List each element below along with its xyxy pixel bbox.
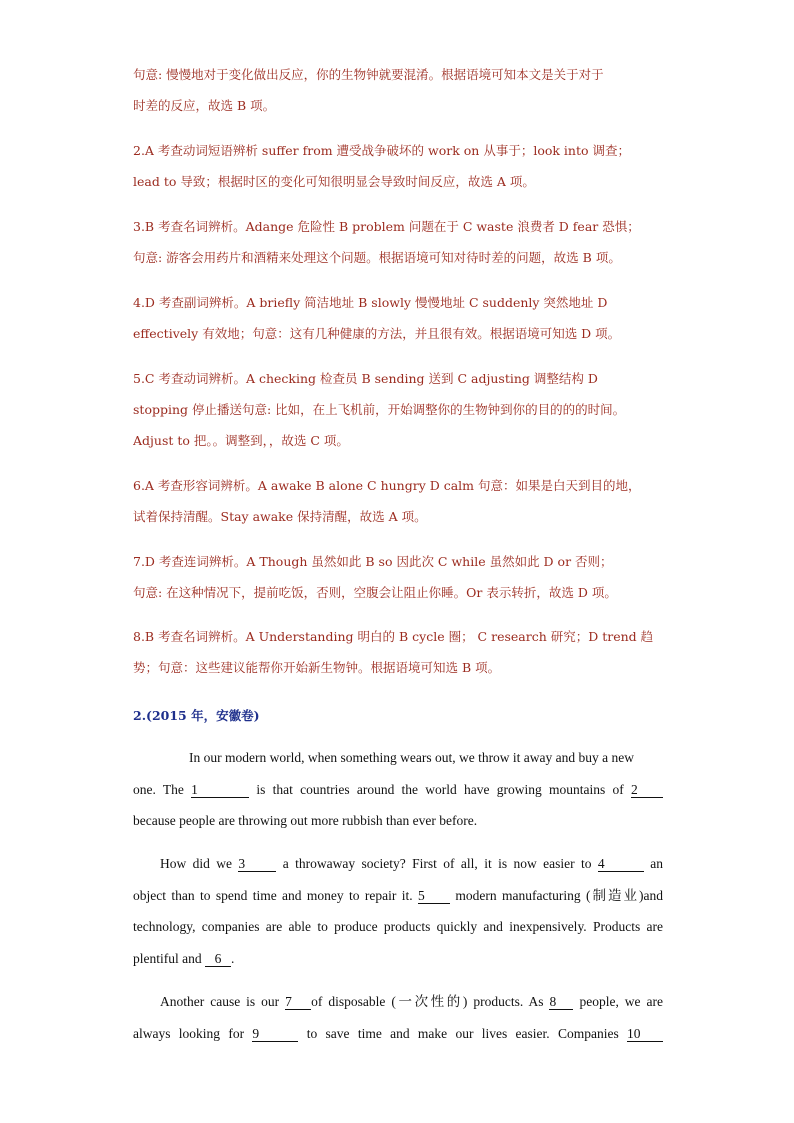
passage-line <box>133 986 663 1018</box>
answer-line: 势；句意：这些建议能帮你开始新生物钟。根据语境可知选 B 项。 <box>133 660 501 675</box>
answer-line: 时差的反应，故选 B 项。 <box>133 98 276 113</box>
answer-3-explanation <box>133 211 673 273</box>
passage-line <box>133 1018 663 1050</box>
blank-9: 9 <box>252 1027 298 1042</box>
passage-text: . <box>230 950 235 966</box>
passage-line <box>133 880 663 912</box>
answer-line: stopping 停止播送句意: 比如，在上飞机前，开始调整你的生物钟到你的目的的的时间。 <box>133 402 626 417</box>
passage-line <box>133 848 663 880</box>
passage-line <box>133 943 663 975</box>
passage-text: is that countries around the world have growing mountains of <box>256 781 624 797</box>
answer-line: Adjust to 把。。调整到，，故选 C 项。 <box>133 433 349 448</box>
answer-line: 句意: 在这种情况下，提前吃饭，否则，空腹会让阻止你睡。Or 表示转折，故选 D 项。 <box>133 585 617 600</box>
blank-3: 3 <box>238 857 276 872</box>
passage-text: Another cause is our <box>160 994 280 1009</box>
answer-line: 4.D 考查副词辨析。A briefly 简洁地址 B slowly 慢慢地址 C suddenly 突然地址 D <box>133 295 608 310</box>
blank-2: 2 <box>631 783 663 798</box>
answer-line: lead to 导致；根据时区的变化可知很明显会导致时间反应，故选 A 项。 <box>133 174 535 189</box>
passage-text: to save time and make our lives easier. Companies <box>306 1025 619 1041</box>
passage-text: always looking for <box>133 1025 245 1041</box>
answer-line: 8.B 考查名词辨析。A Understanding 明白的 B cycle 圈； C research 研究；D trend 趋 <box>133 629 654 644</box>
passage-text: an <box>650 856 664 871</box>
passage-text: How did we <box>160 856 233 871</box>
answer-line: 7.D 考查连词辨析。A Though 虽然如此 B so 因此次 C while 虽然如此 D or 否则； <box>133 554 613 569</box>
passage-text: object than to spend time and money to repair it. <box>133 887 413 903</box>
blank-1: 1 <box>191 783 249 798</box>
answer-line: 试着保持清醒。Stay awake 保持清醒，故选 A 项。 <box>133 509 427 524</box>
answer-line: 句意: 游客会用药片和酒精来处理这个问题。根据语境可知对待时差的问题，故选 B 项。 <box>133 250 621 265</box>
answer-line: 6.A 考查形容词辨析。A awake B alone C hungry D calm 句意：如果是白天到目的地， <box>133 478 641 493</box>
passage-line <box>133 805 663 837</box>
section-heading: 2.(2015 年，安徽卷) <box>133 708 260 723</box>
answer-line: effectively 有效地；句意：这有几种健康的方法，并且很有效。根据语境可知选 D 项。 <box>133 326 621 341</box>
passage-text: plentiful and <box>133 950 202 966</box>
passage-text: of disposable (一次性的) products. As <box>311 994 544 1009</box>
passage-line <box>133 742 663 774</box>
passage-text: one. The <box>133 781 184 797</box>
passage-text: people, we are <box>579 994 663 1009</box>
answer-4-explanation <box>133 287 673 349</box>
blank-4: 4 <box>598 857 644 872</box>
blank-7: 7 <box>285 995 311 1010</box>
blank-6: 6 <box>205 952 231 967</box>
passage-line <box>133 911 663 943</box>
answer-line: 2.A 考查动词短语辨析 suffer from 遭受战争破坏的 work on 从事于；look into 调查； <box>133 143 630 158</box>
passage-text: In our modern world, when something wears out, we throw it away and buy a new <box>189 750 635 765</box>
passage-paragraph-3 <box>133 986 663 1049</box>
passage-text: modern manufacturing (制造业)and <box>455 887 664 903</box>
passage-line <box>133 774 663 806</box>
answer-2-explanation <box>133 135 673 197</box>
passage-paragraph-1 <box>133 742 663 837</box>
answer-5-explanation <box>133 363 673 456</box>
answer-6-explanation <box>133 470 673 532</box>
answer-line: 3.B 考查名词辨析。Adange 危险性 B problem 问题在于 C waste 浪费者 D fear 恐惧； <box>133 219 640 234</box>
answer-line: 5.C 考查动词辨析。A checking 检查员 B sending 送到 C adjusting 调整结构 D <box>133 371 598 386</box>
passage-text: technology, companies are able to produce products quickly and inexpensively. Products are <box>133 919 663 934</box>
answer-8-explanation <box>133 621 673 683</box>
blank-8: 8 <box>549 995 573 1010</box>
blank-10: 10 <box>627 1027 663 1042</box>
answer-1-explanation <box>133 59 673 121</box>
passage-text: because people are throwing out more rubbish than ever before. <box>133 813 478 828</box>
passage-text: a throwaway society? First of all, it is now easier to <box>282 856 592 871</box>
blank-5: 5 <box>418 889 450 904</box>
answer-line: 句意: 慢慢地对于变化做出反应，你的生物钟就要混淆。根据语境可知本文是关于对于 <box>133 67 604 82</box>
passage-paragraph-2 <box>133 848 663 974</box>
answer-7-explanation <box>133 546 673 608</box>
